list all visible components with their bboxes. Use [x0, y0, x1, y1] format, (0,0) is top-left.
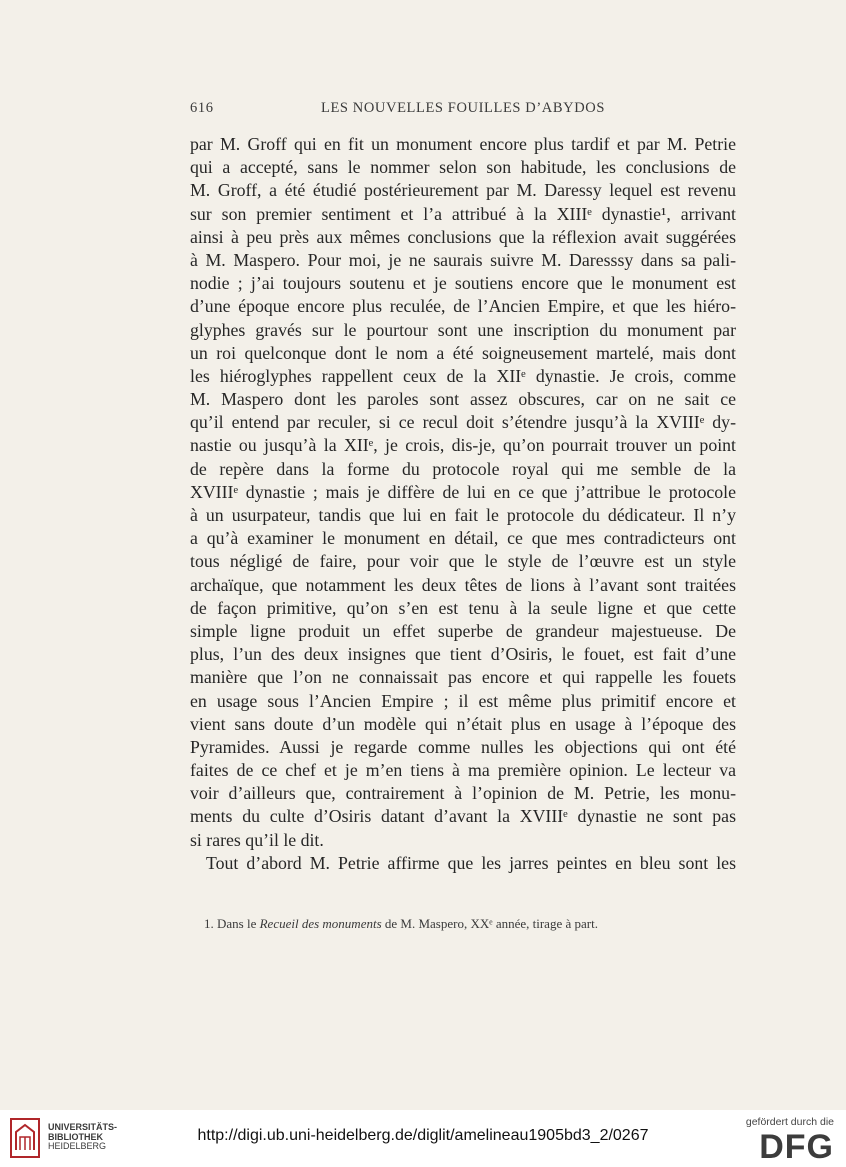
text-line: Tout d’abord M. Petrie affirme que les jarres peintes en bleu sont les: [206, 852, 736, 873]
footnote-suffix: de M. Maspero, XXᵉ année, tirage à part.: [381, 916, 598, 931]
page-head-title: LES NOUVELLES FOUILLES D’ABYDOS: [320, 100, 606, 116]
text-line: faites de ce chef et je m’en tiens à ma première opinion. Le lecteur va: [190, 760, 736, 781]
text-line: qu’il entend par reculer, si ce recul doit s’étendre jusqu’à la XVIIIᵉ dy-: [190, 412, 736, 433]
text-line: de repère dans la forme du protocole royal qui me semble de la: [190, 458, 736, 479]
dfg-logo: DFG: [759, 1128, 834, 1166]
text-line: tous négligé de faire, pour voir que le style de l’œuvre est un style: [190, 551, 736, 572]
running-head: [190, 100, 736, 124]
text-line: M. Groff, a été étudié postérieurement par M. Daressy lequel est revenu: [190, 180, 736, 201]
text-line: de façon primitive, qu’on s’en est tenu à la seule ligne et que cette: [190, 597, 736, 618]
footnote: [204, 916, 736, 932]
text-line: nastie ou jusqu’à la XIIᵉ, je crois, dis-je, qu’on pourrait trouver un point: [190, 435, 736, 456]
text-line: XVIIIᵉ dynastie ; mais je diffère de lui en ce que j’attribue le protocole: [190, 481, 736, 502]
text-line: en usage sous l’Ancien Empire ; il est même plus primitif encore et: [190, 690, 736, 711]
text-line: M. Maspero dont les paroles sont assez obscures, car on ne sait ce: [190, 389, 736, 410]
text-line: par M. Groff qui en fit un monument encore plus tardif et par M. Petrie: [190, 134, 736, 154]
text-line: un roi quelconque dont le nom a été soigneusement martelé, mais dont: [190, 342, 736, 363]
footer-bar: [0, 1110, 846, 1167]
text-line: vient sans doute d’un modèle qui n’était plus en usage à l’époque des: [190, 713, 736, 734]
text-line: qui a accepté, sans le nommer selon son habitude, les conclusions de: [190, 157, 736, 178]
text-line: glyphes gravés sur le pourtour sont une inscription du monument par: [190, 319, 736, 340]
text-line: manière que l’on ne connaissait pas encore et qui rappelle les fouets: [190, 667, 736, 688]
text-line: Pyramides. Aussi je regarde comme nulles les objections qui ont été: [190, 736, 736, 757]
text-line: ainsi à peu près aux mêmes conclusions que la réflexion avait suggérées: [190, 226, 736, 247]
text-line: voir d’ailleurs que, contrairement à l’opinion de M. Petrie, les monu-: [190, 783, 736, 804]
permalink-url[interactable]: http://digi.ub.uni-heidelberg.de/diglit/amelineau1905bd3_2/0267: [197, 1127, 649, 1144]
text-line: nodie ; j’ai toujours soutenu et je soutiens encore que le monument est: [190, 273, 736, 294]
footnote-italic-title: Recueil des monuments: [259, 916, 382, 931]
text-line: archaïque, que notamment les deux têtes de lions à l’avant sont traitées: [190, 574, 736, 595]
text-line: plus, l’un des deux insignes que tient d’Osiris, le fouet, est fait d’une: [190, 644, 736, 665]
library-name-line: UNIVERSITÄTS-: [48, 1122, 118, 1132]
body-text: [190, 133, 736, 875]
text-line: les hiéroglyphes rappellent ceux de la XIIᵉ dynastie. Je crois, comme: [190, 365, 736, 386]
text-line: a qu’à examiner le monument en détail, ce que mes contradicteurs ont: [190, 528, 736, 549]
library-name-line: BIBLIOTHEK: [48, 1131, 103, 1142]
text-line: ments du culte d’Osiris datant d’avant la XVIIIᵉ dynastie ne sont pas: [190, 806, 736, 827]
page-number: 616: [190, 100, 214, 116]
text-line: à M. Maspero. Pour moi, je ne saurais suivre M. Daresssy dans sa pali-: [190, 249, 736, 270]
text-line: si rares qu’il le dit.: [190, 829, 324, 850]
text-line: sur son premier sentiment et l’a attribué à la XIIIᵉ dynastie¹, arrivant: [190, 203, 736, 224]
footnote-prefix: 1. Dans le: [204, 916, 260, 931]
text-line: à un usurpateur, tandis que lui en fait le protocole du dédicateur. Il n’y: [190, 505, 736, 525]
text-line: simple ligne produit un effet superbe de grandeur majestueuse. De: [190, 620, 736, 641]
funding-note: gefördert durch die: [745, 1116, 834, 1128]
text-line: d’une époque encore plus reculée, de l’Ancien Empire, et que les hiéro-: [190, 296, 736, 317]
library-name-line: HEIDELBERG: [48, 1141, 107, 1151]
